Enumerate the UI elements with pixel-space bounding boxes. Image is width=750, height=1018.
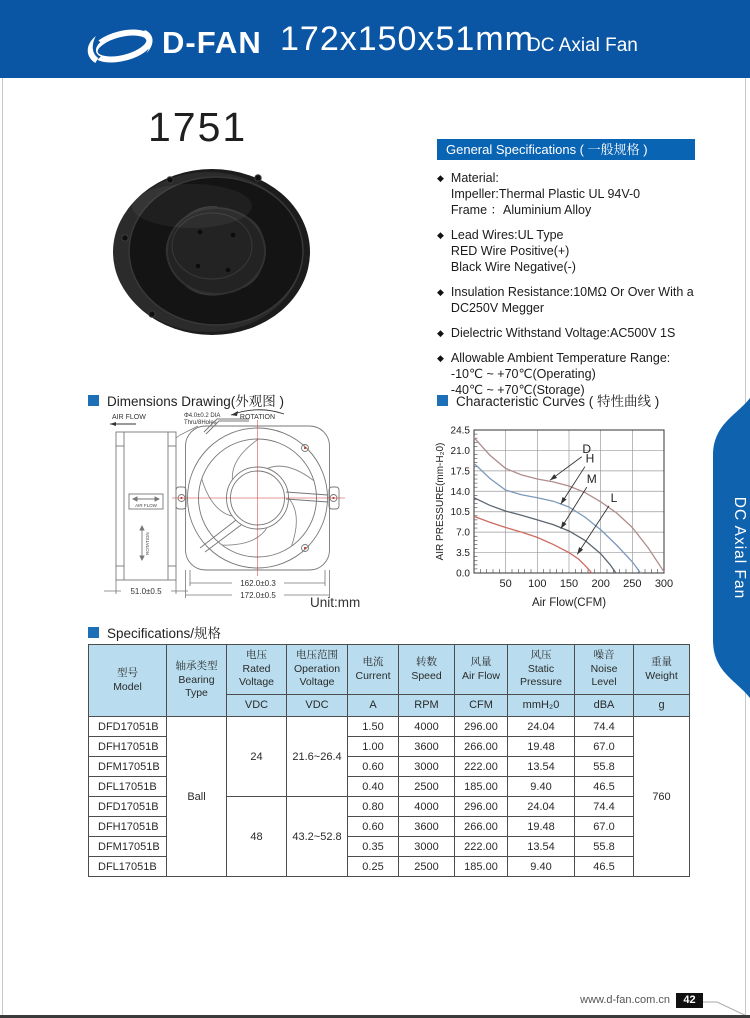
unit-header: g [634,695,690,717]
svg-text:300: 300 [654,578,674,590]
spec-item-text: Dielectric Withstand Voltage:AC500V 1S [450,326,676,340]
svg-text:ROTATION: ROTATION [239,414,276,421]
diamond-bullet-icon: ◆ [437,287,444,297]
table-cell: 3600 [399,817,455,837]
svg-text:250: 250 [623,578,642,590]
section-title-text: Characteristic Curves ( 特性曲线 ) [456,394,660,409]
unit-header: RPM [399,695,455,717]
table-cell: 13.54 [508,757,575,777]
section-bullet-icon [437,395,448,406]
column-header: 电压 Rated Voltage [227,645,287,695]
table-cell: 55.8 [575,837,634,857]
column-header: 重量 Weight [634,645,690,695]
table-cell: 266.00 [455,737,508,757]
table-cell: 1.50 [348,717,399,737]
table-cell: DFD17051B [89,717,167,737]
svg-text:ROTATION: ROTATION [145,532,150,555]
table-cell: 1.00 [348,737,399,757]
section-bullet-icon [88,395,99,406]
table-cell: 9.40 [508,777,575,797]
svg-text:AIR FLOW: AIR FLOW [112,414,146,421]
table-cell: 0.40 [348,777,399,797]
svg-text:14.0: 14.0 [450,486,470,498]
svg-text:24.5: 24.5 [450,425,470,437]
table-cell: DFH17051B [89,817,167,837]
unit-header: dBA [575,695,634,717]
table-cell: 74.4 [575,797,634,817]
svg-text:AIR FLOW: AIR FLOW [135,503,157,508]
table-cell: 46.5 [575,777,634,797]
spec-item-text: Allowable Ambient Temperature Range: -10℃ ~ +70℃(Operating) -40℃ ~ +70℃(Storage) [450,351,671,397]
table-cell: 74.4 [575,717,634,737]
svg-text:21.0: 21.0 [450,445,470,457]
column-header: 电压范围 Operation Voltage [287,645,348,695]
model-series: 1751 [148,104,248,150]
table-cell: 67.0 [575,737,634,757]
column-header: 噪音 Noise Level [575,645,634,695]
unit-header: A [348,695,399,717]
diamond-bullet-icon: ◆ [437,230,444,240]
spec-item-text: Lead Wires:UL Type RED Wire Positive(+) Black Wire Negative(-) [450,228,576,274]
column-header: 转数 Speed [399,645,455,695]
column-header: 型号 Model [89,645,167,717]
table-cell: DFM17051B [89,837,167,857]
page-title: 172x150x51mm [280,20,534,58]
column-header: 风量 Air Flow [455,645,508,695]
svg-text:162.0±0.3: 162.0±0.3 [240,579,276,588]
dfan-logo-icon [86,26,158,66]
svg-text:L: L [610,490,618,505]
table-cell: 46.5 [575,857,634,877]
svg-text:51.0±0.5: 51.0±0.5 [130,587,162,596]
unit-header: VDC [227,695,287,717]
spec-item [437,170,737,218]
svg-text:150: 150 [559,578,579,590]
product-type-label: DC Axial Fan [527,35,638,56]
svg-text:M: M [586,472,597,487]
table-cell: 0.60 [348,757,399,777]
table-cell: 4000 [399,797,455,817]
table-cell: 3000 [399,837,455,857]
table-cell: Ball [167,717,227,877]
table-cell: 185.00 [455,777,508,797]
spec-item [437,284,737,316]
tab-label: DC Axial Fan [731,496,748,600]
column-header: 电流 Current [348,645,399,695]
y-axis-title: AIR PRESSURE(mm-H₂0) [435,442,446,561]
dimensions-section-title [88,390,284,410]
table-cell: 0.35 [348,837,399,857]
table-cell: 24.04 [508,797,575,817]
spec-item-text: Insulation Resistance:10MΩ Or Over With a DC250V Megger [450,285,694,315]
table-cell: 0.80 [348,797,399,817]
table-cell: 24.04 [508,717,575,737]
svg-text:200: 200 [591,578,610,590]
table-cell: 0.25 [348,857,399,877]
table-cell: DFM17051B [89,757,167,777]
unit-label: Unit:mm [310,595,361,610]
specifications-table [88,644,690,877]
table-cell: 21.6~26.4 [287,717,348,797]
table-cell: 67.0 [575,817,634,837]
characteristic-curves-chart [432,416,688,621]
table-cell: 19.48 [508,817,575,837]
svg-text:100: 100 [528,578,547,590]
page-border-left [2,78,3,1015]
table-cell: 48 [227,797,287,877]
fan-product-photo [112,166,316,338]
table-cell: DFH17051B [89,737,167,757]
diamond-bullet-icon: ◆ [437,353,444,363]
table-cell: 13.54 [508,837,575,857]
table-row [89,717,690,737]
website-link[interactable]: www.d-fan.com.cn [580,994,670,1006]
page-number-badge: 42 [676,993,703,1008]
table-cell: 296.00 [455,717,508,737]
table-cell: 55.8 [575,757,634,777]
table-cell: 3000 [399,757,455,777]
dimensions-drawing [88,408,433,608]
svg-text:D: D [582,441,592,456]
svg-text:50: 50 [499,578,512,590]
table-cell: 43.2~52.8 [287,797,348,877]
svg-text:10.5: 10.5 [450,507,470,519]
spec-item [437,227,737,275]
unit-header: CFM [455,695,508,717]
unit-header: mmH₂0 [508,695,575,717]
svg-text:17.5: 17.5 [450,466,470,478]
svg-text:Φ4.0±0.2 DIA: Φ4.0±0.2 DIA [184,413,221,419]
svg-text:H: H [585,451,595,466]
table-cell: 4000 [399,717,455,737]
section-title-text: Dimensions Drawing(外观图 ) [107,394,285,409]
table-cell: 3600 [399,737,455,757]
x-axis-title: Air Flow(CFM) [531,597,607,609]
diamond-bullet-icon: ◆ [437,173,444,183]
table-cell: 2500 [399,857,455,877]
svg-text:7.0: 7.0 [456,527,470,539]
table-cell: DFL17051B [89,857,167,877]
table-cell: DFD17051B [89,797,167,817]
curves-section-title [437,390,659,410]
diamond-bullet-icon: ◆ [437,328,444,338]
spec-item-text: Material: Impeller:Thermal Plastic UL 94V-0 Frame ：Aluminium Alloy [450,171,641,217]
table-cell: 9.40 [508,857,575,877]
table-cell: 24 [227,717,287,797]
table-cell: 0.60 [348,817,399,837]
section-title-text: Specifications/规格 [107,626,222,641]
dc-axial-fan-tab[interactable] [698,398,750,698]
unit-header: VDC [287,695,348,717]
table-cell: 760 [634,717,690,877]
table-cell: 296.00 [455,797,508,817]
general-specs-header: General Specifications ( 一般规格 ) [437,139,695,160]
spec-section-title [88,622,221,642]
table-cell: 185.00 [455,857,508,877]
table-cell: 19.48 [508,737,575,757]
section-bullet-icon [88,627,99,638]
table-cell: DFL17051B [89,777,167,797]
table-cell: 222.00 [455,757,508,777]
svg-text:0.0: 0.0 [456,568,470,580]
table-cell: 2500 [399,777,455,797]
brand-name: D-FAN [162,25,262,60]
svg-text:3.5: 3.5 [456,548,470,560]
column-header: 轴承类型 Bearing Type [167,645,227,717]
table-cell: 266.00 [455,817,508,837]
svg-text:Thru/8Holes: Thru/8Holes [184,420,217,426]
column-header: 风压 Static Pressure [508,645,575,695]
spec-item [437,325,737,341]
svg-text:172.0±0.5: 172.0±0.5 [240,591,276,600]
table-cell: 222.00 [455,837,508,857]
general-specs-list [437,170,737,407]
